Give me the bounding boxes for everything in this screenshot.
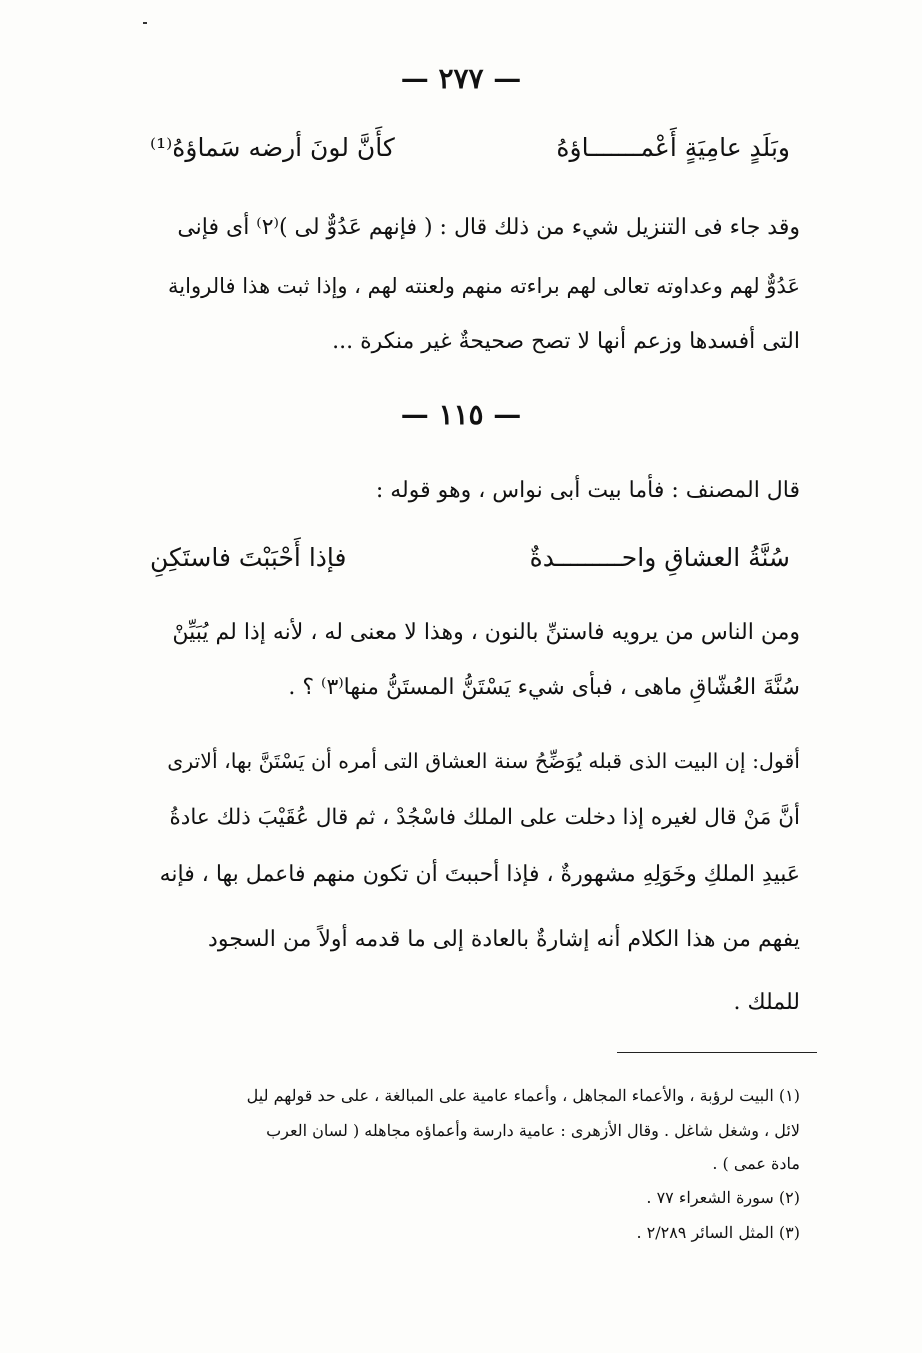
paragraph-2-intro: قال المصنف : فأما بيت أبى نواس ، وهو قوله : — [375, 478, 800, 503]
paragraph-1-line-1: وقد جاء فى التنزيل شيء من ذلك قال : ( فإنهم عَدُوٌّ لى )⁽٢⁾ أى فإنى — [177, 215, 800, 240]
verse-1-first-hemistich: وبَلَدٍ عامِيَةٍ أَعْمـــــــاؤهُ — [556, 133, 790, 162]
page-number: — ٢٧٧ — — [400, 62, 522, 95]
paragraph-4-line-3: عَبيدِ الملكِ وخَوَلِهِ مشهورةٌ ، فإذا أحببتَ أن تكون منهم فاعمل بها ، فإنه — [159, 862, 800, 887]
footnote-1-line-2: لائل ، وشغل شاغل . وقال الأزهرى : عامية دارسة وأعماؤه مجاهله ( لسان العرب — [266, 1121, 800, 1140]
paragraph-4-line-4: يفهم من هذا الكلام أنه إشارةٌ بالعادة إلى ما قدمه أولاً من السجود — [208, 927, 800, 952]
verse-line-2 — [150, 543, 790, 572]
footnote-1-line-3: مادة عمى ) . — [712, 1154, 800, 1173]
paragraph-1-line-2: عَدُوٌّ لهم وعداوته تعالى لهم براءته منهم ولعنته لهم ، وإذا ثبت هذا فالرواية — [168, 274, 800, 298]
footnote-separator — [617, 1052, 817, 1053]
footnote-2: (٢) سورة الشعراء ٧٧ . — [646, 1188, 800, 1207]
verse-2-second-hemistich: فإذا أَحْبَبْتَ فاستَكِنِ — [150, 543, 347, 572]
footnote-3: (٣) المثل السائر ٢/٢٨٩ . — [636, 1223, 800, 1242]
verse-line-1 — [150, 133, 790, 162]
paragraph-3-line-1: ومن الناس من يرويه فاستنِّ بالنون ، وهذا لا معنى له ، لأنه إذا لم يُبَيِّنْ — [172, 620, 800, 645]
paragraph-4-line-2: أنَّ مَنْ قال لغيره إذا دخلت على الملك فاسْجُدْ ، ثم قال عُقَيْبَ ذلك عادةُ — [169, 805, 800, 830]
paragraph-4-line-1: أقول: إن البيت الذى قبله يُوَضِّحُ سنة العشاق التى أمره أن يَسْتَنَّ بها، ألاترى — [167, 749, 800, 773]
verse-2-first-hemistich: سُنَّةُ العشاقِ واحـــــــــدةٌ — [529, 543, 790, 572]
scan-speck — [143, 22, 147, 24]
paragraph-1-line-3: التى أفسدها وزعم أنها لا تصح صحيحةٌ غير منكرة ... — [332, 329, 800, 354]
paragraph-3-line-2: سُنَّةَ العُشّاقِ ماهى ، فبأى شيء يَسْتَنُّ المستَنُّ منها⁽٣⁾ ؟ . — [288, 675, 800, 700]
section-number: — ١١٥ — — [400, 398, 522, 431]
footnote-1-line-1: (١) البيت لرؤبة ، والأعماء المجاهل ، وأعماء عامية على المبالغة ، على حد قولهم ليل — [246, 1086, 800, 1105]
paragraph-4-line-5: للملك . — [733, 990, 800, 1015]
verse-1-second-hemistich: كأَنَّ لونَ أرضه سَماؤهُ⁽¹⁾ — [150, 133, 395, 162]
